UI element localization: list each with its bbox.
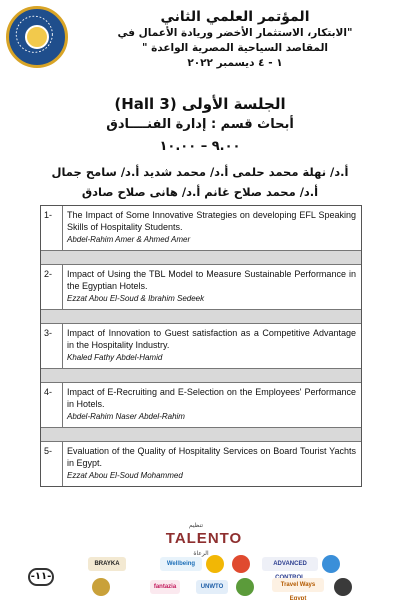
paper-number: 1- [41,206,63,250]
separator-row [41,251,361,265]
table-row [41,442,361,486]
paper-title: Impact of Innovation to Guest satisfaction as a Competitive Advantage in the Hospitality Industry. [67,328,356,350]
globe-icon [322,555,340,573]
conference-subtitle-2: المقاصد السياحية المصرية الواعدة " [142,42,328,54]
paper-title: Impact of E-Recruiting and E-Selection on the Employees' Performance in Hotels. [67,387,356,409]
sponsor-emblem-icon [232,555,250,573]
paper-title: The Impact of Some Innovative Strategies on developing EFL Speaking Skills of Hospitality Students. [67,210,356,232]
conference-subtitle-1: "الابتكار، الاستثمار الأخضر وريادة الأعمال في [117,27,353,39]
separator-row [41,369,361,383]
research-department: أبحاث قسم : إدارة الفنــــادق [106,117,294,132]
separator-row [41,428,361,442]
conference-dates: ١ - ٤ ديسمبر ٢٠٢٢ [187,57,283,69]
paper-authors: Khaled Fathy Abdel-Hamid [67,353,163,362]
paper-cell [63,265,361,309]
paper-number: 3- [41,324,63,368]
travel-ways-logo: Travel Ways Egypt [272,578,324,592]
fantazia-logo: fantazia [150,580,180,594]
sponsors-label: الرعاة [193,550,209,557]
sponsor-emblem-icon [236,578,254,596]
paper-cell [63,442,361,486]
paper-cell [63,383,361,427]
paper-number: 4- [41,383,63,427]
paper-cell [63,206,361,250]
table-row [41,383,361,428]
university-logo [6,6,68,68]
page-number: -١١- [28,568,54,586]
paper-authors: Abdel-Rahim Naser Abdel-Rahim [67,412,185,421]
paper-cell [63,324,361,368]
session-chairs-line-1: أ.د/ نهلة محمد حلمى أ.د/ محمد شديد أ.د/ سامح جمال [51,165,349,179]
paper-authors: Abdel-Rahim Amer & Ahmed Amer [67,235,191,244]
paper-authors: Ezzat Abou El-Soud Mohammed [67,471,183,480]
organizer-label: تنظيم [188,522,204,529]
wellbeing-logo: Wellbeing [160,557,202,571]
table-row [41,206,361,251]
sponsor-emblem-icon [92,578,110,596]
brayka-logo: BRAYKA [88,557,126,571]
paper-title: Impact of Using the TBL Model to Measure Sustainable Performance in the Egyptian Hotels. [67,269,356,291]
paper-number: 5- [41,442,63,486]
paper-title: Evaluation of the Quality of Hospitality Services on Board Tourist Yachts in Egypt. [67,446,356,468]
unwto-logo: UNWTO [196,580,228,594]
separator-row [41,310,361,324]
table-row [41,265,361,310]
paper-authors: Ezzat Abou El-Soud & Ibrahim Sedeek [67,294,205,303]
paper-number: 2- [41,265,63,309]
conference-title: المؤتمر العلمي الثاني [160,9,310,25]
conference-header [76,8,394,71]
talento-logo: TALENTO [165,530,243,547]
session-chairs-line-2: أ.د/ محمد صلاح غانم أ.د/ هانى صلاح صادق [81,185,319,199]
papers-table [40,205,362,487]
sponsor-emblem-icon [206,555,224,573]
advanced-control-logo: ADVANCED [262,557,318,571]
seal-center-icon [25,25,49,49]
sponsor-emblem-icon [334,578,352,596]
table-row [41,324,361,369]
session-title: الجلسة الأولى (Hall 3) [114,95,286,113]
session-time: ٩.٠٠ – ١٠.٠٠ [159,139,241,154]
